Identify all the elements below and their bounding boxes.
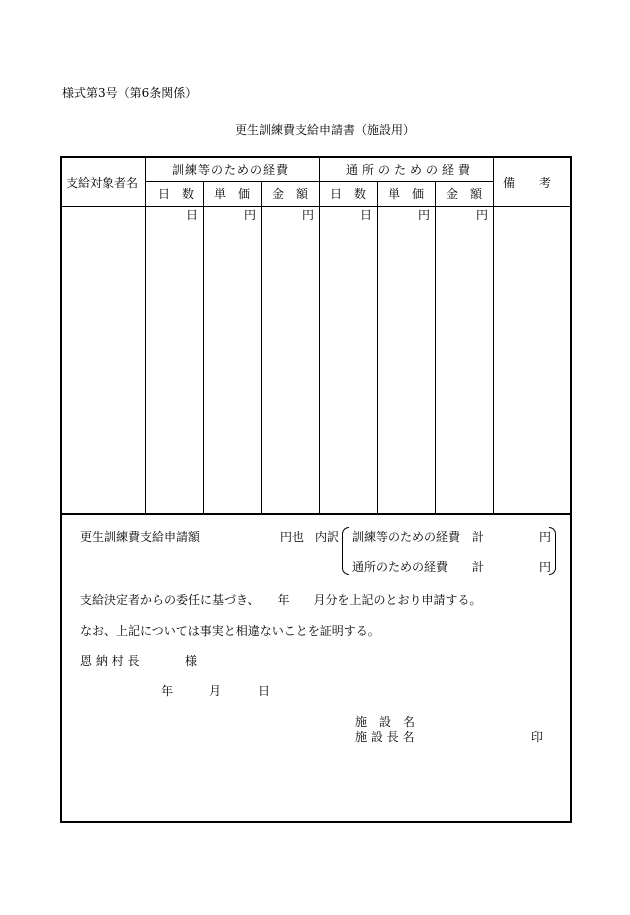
col-remarks: 備 考 — [503, 176, 552, 190]
seal-mark: 印 — [531, 730, 544, 744]
facility-name-label: 施 設 名 — [355, 715, 416, 729]
unit-training-amount: 円 — [302, 208, 315, 222]
col-recipient-name: 支給対象者名 — [66, 176, 139, 190]
subheader-training-days: 日 数 — [158, 187, 195, 201]
breakdown-label: 内訳 — [315, 530, 340, 544]
subheader-commute-amount: 金 額 — [446, 187, 483, 201]
unit-commute-days: 日 — [360, 208, 373, 222]
breakdown-open-bracket — [342, 527, 349, 575]
subheader-commute-days: 日 数 — [330, 187, 367, 201]
unit-training-unit-price: 円 — [244, 208, 257, 222]
group-commute-cost: 通所のための経費 — [346, 163, 475, 177]
form-number: 様式第3号（第6条関係） — [62, 86, 198, 100]
unit-training-days: 日 — [186, 208, 199, 222]
document-title: 更生訓練費支給申請書（施設用） — [235, 123, 416, 137]
subheader-training-amount: 金 額 — [272, 187, 309, 201]
breakdown-commute-total: 通所のための経費 計 — [352, 560, 485, 574]
breakdown-commute-yen: 円 — [539, 560, 552, 574]
application-form-frame — [60, 156, 572, 823]
date-month: 月 — [209, 684, 222, 698]
breakdown-training-total: 訓練等のための経費 計 — [352, 530, 485, 544]
delegation-statement: 支給決定者からの委任に基づき、 年 月分を上記のとおり申請する。 — [80, 593, 482, 607]
breakdown-training-yen: 円 — [539, 530, 552, 544]
date-day: 日 — [258, 684, 271, 698]
amount-label: 更生訓練費支給申請額 — [80, 530, 201, 544]
group-training-cost: 訓練等のための経費 — [172, 163, 290, 177]
subheader-commute-unit-price: 単 価 — [388, 187, 425, 201]
certification-statement: なお、上記については事実と相違ないことを証明する。 — [80, 624, 380, 638]
addressee: 恩 納 村 長 — [80, 654, 140, 668]
date-year: 年 — [161, 684, 174, 698]
subheader-training-unit-price: 単 価 — [214, 187, 251, 201]
honorific: 様 — [185, 654, 198, 668]
facility-head-label: 施 設 長 名 — [355, 730, 415, 744]
amount-unit: 円也 — [280, 530, 305, 544]
unit-commute-amount: 円 — [476, 208, 489, 222]
unit-commute-unit-price: 円 — [418, 208, 431, 222]
